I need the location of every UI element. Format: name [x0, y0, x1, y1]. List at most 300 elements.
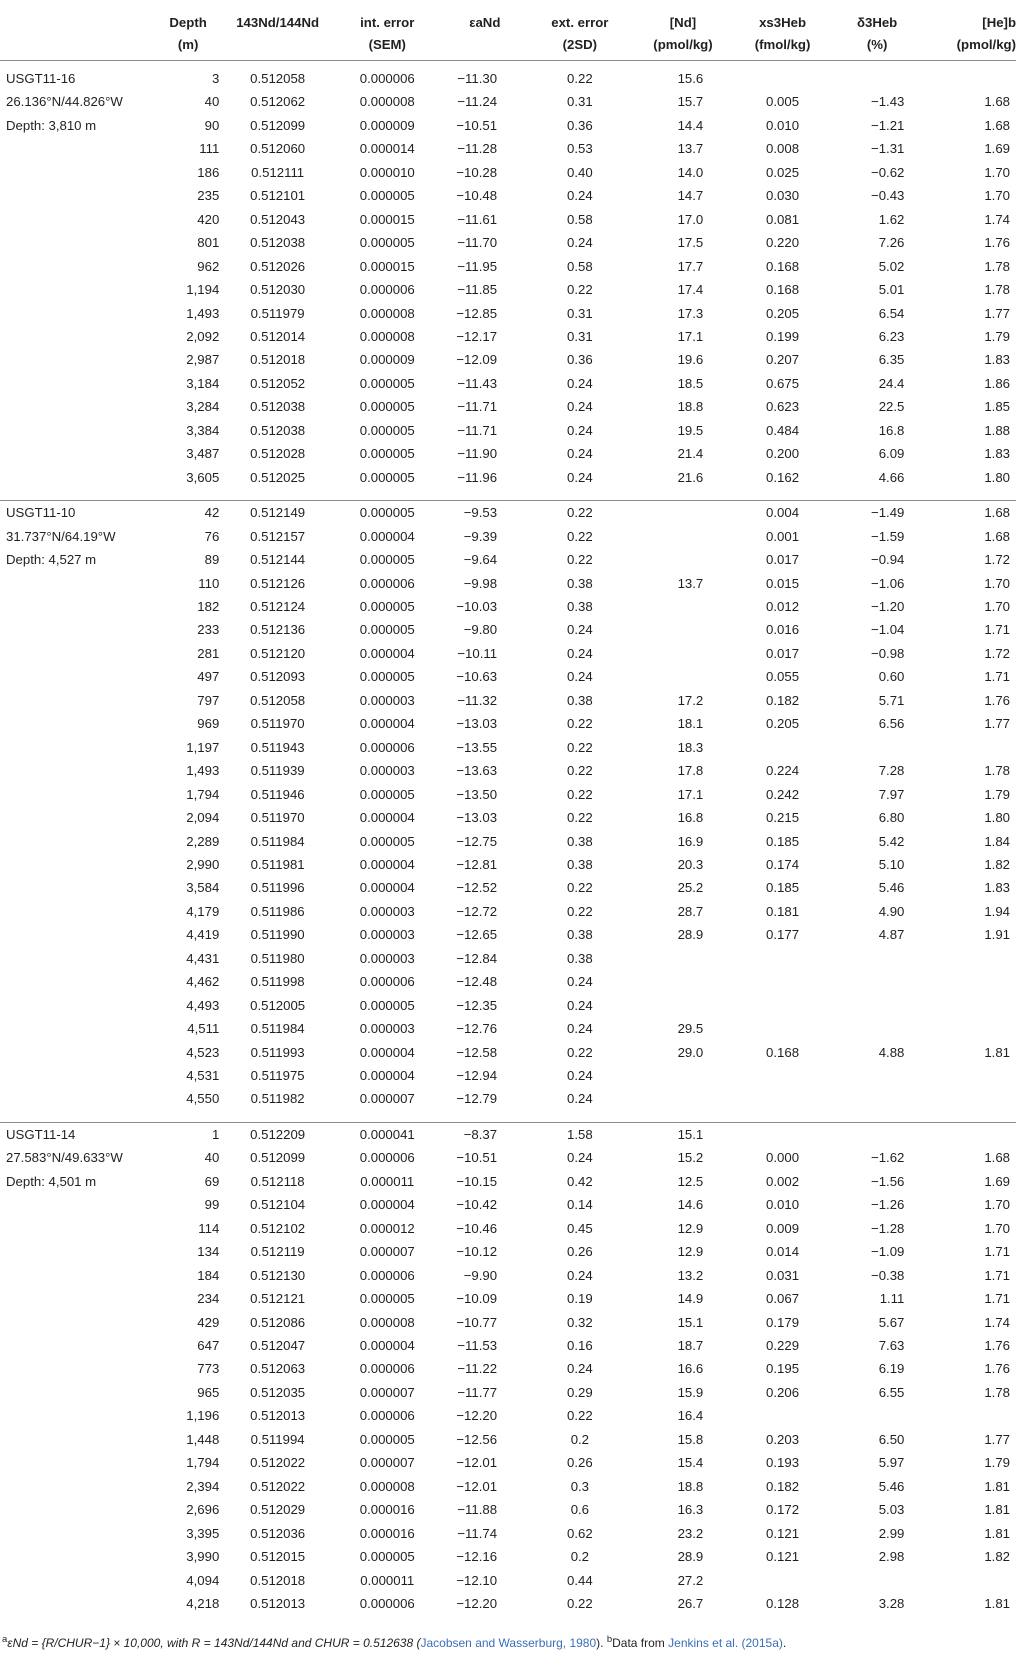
table-cell: 0.512118	[250, 1173, 305, 1189]
table-cell: 18.7	[677, 1338, 704, 1354]
table-cell: 1.78	[984, 258, 1010, 274]
table-cell: 28.9	[677, 927, 704, 943]
table-cell: 647	[197, 1338, 220, 1354]
table-cell: 0.511990	[250, 927, 305, 943]
table-cell: 962	[197, 258, 220, 274]
table-cell: 0.31	[567, 328, 593, 344]
table-cell: −1.43	[871, 94, 905, 110]
table-cell: −12.94	[456, 1068, 498, 1084]
table-cell: 0.000005	[359, 1549, 415, 1565]
table-cell: 0.31	[567, 305, 593, 321]
station-label	[0, 830, 153, 853]
table-cell	[633, 1064, 734, 1087]
table-cell: 3,184	[186, 375, 220, 391]
table-cell: 1.79	[984, 786, 1010, 802]
table-cell: 16.8	[878, 422, 905, 438]
column-header: [Nd] (pmol/kg)	[653, 15, 713, 52]
table-cell: 1.80	[984, 810, 1010, 826]
table-cell: 1.81	[984, 1478, 1010, 1494]
table-row	[0, 1428, 1016, 1451]
table-cell: 1,493	[186, 305, 220, 321]
table-cell: 0.000015	[359, 258, 415, 274]
station-label	[0, 184, 153, 207]
table-cell: 1,448	[186, 1431, 220, 1447]
table-cell: 0.511982	[250, 1091, 305, 1107]
station-label	[0, 642, 153, 665]
table-cell: 1.84	[984, 833, 1010, 849]
station-label	[0, 1475, 153, 1498]
table-cell: 497	[197, 669, 220, 685]
table-cell: 0.512028	[250, 446, 306, 462]
table-cell	[733, 1569, 832, 1592]
table-row	[0, 1522, 1016, 1545]
table-cell: −10.42	[456, 1197, 498, 1213]
table-cell: 0.24	[567, 399, 593, 415]
station-label	[0, 618, 153, 641]
table-cell: −11.74	[457, 1525, 498, 1541]
table-cell: 0.000005	[359, 598, 415, 614]
table-cell: 0.010	[766, 117, 800, 133]
table-cell: 17.8	[677, 763, 704, 779]
table-cell: 0.512149	[223, 501, 332, 525]
table-cell: 3,395	[186, 1525, 220, 1541]
table-cell: 29.0	[677, 1044, 704, 1060]
table-cell: 0.010	[766, 1197, 800, 1213]
table-cell: 0.000005	[332, 501, 443, 525]
table-cell: 0.22	[567, 716, 593, 732]
table-cell: 233	[197, 622, 220, 638]
table-cell: 0.000004	[359, 880, 415, 896]
table-cell: −1.31	[871, 141, 905, 157]
station-label	[0, 1381, 153, 1404]
table-cell: 235	[197, 188, 220, 204]
table-cell: −0.38	[871, 1267, 905, 1283]
table-cell: 0.484	[766, 422, 800, 438]
table-cell: 0.512038	[250, 422, 306, 438]
table-cell: −0.62	[871, 164, 905, 180]
station-label	[0, 395, 153, 418]
table-cell: 2,094	[186, 810, 220, 826]
table-cell: 1.11	[879, 1291, 905, 1307]
table-cell: −10.46	[456, 1220, 498, 1236]
table-cell: −12.35	[456, 997, 498, 1013]
table-cell: −10.03	[456, 598, 498, 614]
table-cell: 14.7	[677, 188, 704, 204]
table-row	[0, 1311, 1016, 1334]
table-cell	[922, 947, 1016, 970]
table-cell: 1.82	[984, 1549, 1010, 1565]
table-cell: −11.61	[457, 211, 498, 227]
table-cell: 5.67	[878, 1314, 905, 1330]
table-row	[0, 61, 1016, 91]
table-cell: −9.53	[443, 501, 527, 525]
table-cell: 1.71	[984, 669, 1010, 685]
table-cell: −1.28	[871, 1220, 905, 1236]
table-cell: −1.59	[871, 528, 905, 544]
table-cell: −11.96	[457, 469, 498, 485]
table-row	[0, 90, 1016, 113]
table-cell: −13.63	[456, 763, 498, 779]
table-cell: 0.512015	[250, 1549, 306, 1565]
table-cell: 2,092	[186, 328, 220, 344]
table-row	[0, 1475, 1016, 1498]
table-cell: 23.2	[677, 1525, 704, 1541]
table-cell: 0.14	[567, 1197, 593, 1213]
table-cell: 0.000	[766, 1150, 800, 1166]
table-cell: 0.000008	[359, 94, 415, 110]
table-row	[0, 1569, 1016, 1592]
table-cell: 0.511980	[250, 950, 305, 966]
table-cell: −12.48	[456, 974, 498, 990]
table-cell: 3,584	[186, 880, 220, 896]
table-cell: 0.000041	[332, 1122, 443, 1146]
table-cell: 0.000016	[359, 1525, 415, 1541]
table-cell: 0.000006	[359, 1361, 415, 1377]
table-cell: 0.22	[567, 1596, 593, 1611]
table-cell	[832, 947, 923, 970]
table-cell: 0.000004	[359, 810, 415, 826]
table-cell: 0.012	[766, 598, 800, 614]
table-cell: 0.38	[567, 950, 593, 966]
table-cell: 0.215	[766, 810, 800, 826]
table-cell: 5.10	[878, 856, 905, 872]
table-cell: 5.71	[878, 692, 905, 708]
table-cell: 0.22	[567, 1044, 593, 1060]
table-cell: 0.24	[567, 974, 593, 990]
table-cell	[922, 970, 1016, 993]
table-cell: 18.8	[677, 399, 704, 415]
table-row	[0, 1122, 1016, 1146]
table-cell: −10.09	[456, 1291, 498, 1307]
table-cell: 0.030	[766, 188, 800, 204]
table-cell: 17.5	[677, 235, 704, 251]
table-cell: 3,605	[186, 469, 220, 485]
table-cell: 0.174	[766, 856, 800, 872]
table-cell: 1.70	[984, 598, 1010, 614]
table-cell: 0.000006	[359, 1267, 415, 1283]
station-label: Depth: 3,810 m	[6, 117, 97, 133]
table-cell: 281	[197, 645, 220, 661]
table-cell: 40	[204, 94, 220, 110]
station-label	[0, 689, 153, 712]
station-label	[0, 876, 153, 899]
table-cell: 0.014	[766, 1244, 800, 1260]
table-cell: 2,696	[186, 1502, 220, 1518]
table-cell: 429	[197, 1314, 220, 1330]
table-cell: 1.77	[984, 305, 1010, 321]
table-cell: 0.000005	[359, 469, 415, 485]
table-cell: 0.000008	[359, 1478, 415, 1494]
table-cell: 0.000005	[359, 446, 415, 462]
table-cell: 5.02	[878, 258, 905, 274]
table-cell: 0.000005	[359, 552, 415, 568]
table-cell	[922, 61, 1016, 91]
table-row	[0, 395, 1016, 418]
table-cell: −9.90	[463, 1267, 498, 1283]
table-row	[0, 783, 1016, 806]
table-cell: 0.015	[766, 575, 800, 591]
table-cell: 0.000005	[359, 786, 415, 802]
table-cell: 0.000007	[359, 1244, 415, 1260]
table-cell: −11.71	[457, 422, 498, 438]
table-cell: 1,794	[186, 786, 220, 802]
station-label	[0, 900, 153, 923]
table-cell: 2,394	[186, 1478, 220, 1494]
table-cell: 3,284	[186, 399, 220, 415]
table-cell	[733, 947, 832, 970]
table-cell: 1.83	[984, 880, 1010, 896]
station-label	[0, 712, 153, 735]
table-cell: 12.9	[677, 1244, 704, 1260]
table-cell: 18.3	[677, 739, 704, 755]
table-cell: 1.71	[984, 622, 1010, 638]
table-cell: 1.68	[984, 1150, 1010, 1166]
table-cell: 2,289	[186, 833, 220, 849]
table-cell: 19.6	[677, 352, 704, 368]
table-cell	[832, 1017, 923, 1040]
table-cell: −12.09	[456, 352, 498, 368]
table-cell	[633, 618, 734, 641]
table-cell: 0.24	[567, 469, 593, 485]
table-cell: −1.62	[871, 1150, 905, 1166]
table-cell: 0.000004	[359, 1197, 415, 1213]
table-cell: 2.98	[878, 1549, 905, 1565]
station-label	[0, 595, 153, 618]
table-row	[0, 665, 1016, 688]
table-cell: 0.200	[766, 446, 800, 462]
table-cell: 0.224	[766, 763, 800, 779]
citation-link[interactable]: Jacobsen and Wasserburg, 1980	[420, 1636, 597, 1650]
table-cell: −9.80	[463, 622, 498, 638]
station-label	[0, 994, 153, 1017]
table-row	[0, 1334, 1016, 1357]
table-cell: 1.71	[984, 1291, 1010, 1307]
header-station	[0, 2, 153, 61]
table-cell: 6.50	[878, 1431, 905, 1447]
table-cell: 0.017	[766, 552, 800, 568]
table-cell: −10.48	[456, 188, 498, 204]
table-cell: −11.30	[457, 71, 498, 86]
table-cell: 17.1	[677, 786, 704, 802]
table-cell: 0.055	[766, 669, 800, 685]
table-cell: 1.70	[984, 1197, 1010, 1213]
station-label	[0, 348, 153, 371]
table-cell	[922, 1087, 1016, 1110]
station-label	[0, 1064, 153, 1087]
table-cell: 1.78	[984, 1384, 1010, 1400]
table-cell: 0.22	[567, 71, 593, 86]
table-cell: −10.15	[456, 1173, 498, 1189]
table-cell	[922, 736, 1016, 759]
table-cell: −8.37	[443, 1122, 527, 1146]
table-cell: 0.203	[766, 1431, 800, 1447]
table-cell: 0.512058	[250, 692, 306, 708]
table-cell: 0.22	[567, 528, 593, 544]
table-row	[0, 595, 1016, 618]
table-cell: −12.81	[456, 856, 498, 872]
station-label	[0, 1041, 153, 1064]
table-cell: 3.28	[878, 1596, 905, 1611]
table-cell: −1.04	[871, 622, 905, 638]
table-cell	[922, 1122, 1016, 1146]
table-cell: 0.16	[567, 1338, 593, 1354]
column-header: δ3Heb (%)	[856, 15, 898, 52]
column-header: Depth (m)	[169, 15, 207, 52]
table-cell: 1,794	[186, 1455, 220, 1471]
station-label	[0, 302, 153, 325]
table-cell: 1.83	[984, 446, 1010, 462]
table-cell: 16.6	[677, 1361, 704, 1377]
table-cell: 4,511	[187, 1021, 220, 1037]
table-cell: 17.1	[677, 328, 704, 344]
station-label	[0, 372, 153, 395]
table-cell: 0.22	[567, 810, 593, 826]
column-header: [He]b (pmol/kg)	[956, 15, 1016, 52]
table-cell: 0.512038	[250, 399, 306, 415]
table-cell: 2,987	[186, 352, 220, 368]
table-cell: 0.24	[567, 645, 593, 661]
table-cell: 4,550	[186, 1091, 220, 1107]
table-cell: 17.3	[677, 305, 704, 321]
table-cell: 0.016	[766, 622, 800, 638]
table-cell: 0.000014	[359, 141, 415, 157]
table-cell	[633, 994, 734, 1017]
table-row	[0, 348, 1016, 371]
table-cell: −10.12	[456, 1244, 498, 1260]
table-row	[0, 372, 1016, 395]
table-cell: 42	[153, 501, 223, 525]
table-cell: 0.168	[766, 258, 800, 274]
table-cell: 1.76	[984, 235, 1010, 251]
table-cell: 0.000016	[359, 1502, 415, 1518]
table-cell: 12.5	[677, 1173, 704, 1189]
table-cell: 4.90	[878, 903, 905, 919]
table-cell: 0.081	[766, 211, 800, 227]
table-row	[0, 1170, 1016, 1193]
citation-link[interactable]: Jenkins et al. (2015a)	[668, 1636, 783, 1650]
table-cell: −11.90	[457, 446, 498, 462]
table-cell: 0.512102	[250, 1220, 306, 1236]
table-cell: 0.3	[570, 1478, 590, 1494]
table-row	[0, 1451, 1016, 1474]
table-cell: −12.17	[456, 328, 498, 344]
table-cell: 0.000004	[359, 1044, 415, 1060]
table-cell: 0.000008	[359, 328, 415, 344]
table-cell: 0.000008	[359, 305, 415, 321]
table-cell: 0.206	[766, 1384, 800, 1400]
table-cell: 0.000005	[359, 1431, 415, 1447]
table-cell	[832, 1404, 923, 1427]
table-cell: 111	[199, 141, 220, 157]
table-cell: 801	[197, 235, 220, 251]
table-cell: 0.512014	[250, 328, 306, 344]
table-cell: 13.2	[677, 1267, 704, 1283]
table-cell: 1.78	[984, 282, 1010, 298]
table-cell: 6.56	[878, 716, 905, 732]
table-cell: 0.000006	[359, 282, 415, 298]
table-cell: 0.22	[567, 880, 593, 896]
table-cell: 1.62	[878, 211, 905, 227]
table-cell: −11.53	[457, 1338, 498, 1354]
table-cell: 0.000005	[359, 422, 415, 438]
table-cell: 1.68	[984, 117, 1010, 133]
table-row	[0, 618, 1016, 641]
table-cell: 4.87	[878, 927, 905, 943]
table-cell	[922, 1017, 1016, 1040]
table-cell: 0.26	[567, 1455, 593, 1471]
station-label	[0, 1404, 153, 1427]
table-cell: 1.88	[984, 422, 1010, 438]
table-cell: 0.512035	[250, 1384, 306, 1400]
station-label	[0, 806, 153, 829]
table-cell: 0.44	[567, 1572, 593, 1588]
table-cell: 0.19	[567, 1291, 593, 1307]
table-cell: 4.88	[878, 1044, 905, 1060]
table-cell: 0.000006	[359, 575, 415, 591]
table-cell: 0.24	[567, 669, 593, 685]
table-cell: 0.511939	[250, 763, 305, 779]
table-cell: 76	[204, 528, 220, 544]
table-cell: 1.94	[984, 903, 1010, 919]
table-cell: −0.98	[871, 645, 905, 661]
table-cell: 0.512030	[250, 282, 306, 298]
table-cell: 22.5	[878, 399, 905, 415]
table-cell: 1	[153, 1122, 223, 1146]
table-cell: 1.72	[984, 552, 1010, 568]
table-cell: −12.20	[456, 1596, 498, 1611]
table-cell	[832, 1569, 923, 1592]
table-cell: 0.511975	[250, 1068, 305, 1084]
table-cell: 1.79	[984, 328, 1010, 344]
table-cell: 0.512013	[250, 1408, 306, 1424]
table-cell: −12.75	[456, 833, 498, 849]
table-cell: −12.72	[456, 903, 498, 919]
table-cell: −11.77	[457, 1384, 498, 1400]
station-label: 27.583°N/49.633°W	[6, 1150, 123, 1166]
table-cell: 18.5	[677, 375, 704, 391]
table-cell: 0.000005	[359, 669, 415, 685]
table-row	[0, 1545, 1016, 1568]
table-row	[0, 1017, 1016, 1040]
table-cell: 0.512157	[250, 528, 306, 544]
table-cell: 4,419	[186, 927, 220, 943]
table-cell	[633, 1087, 734, 1110]
table-cell: −11.71	[457, 399, 498, 415]
table-cell: −10.77	[456, 1314, 498, 1330]
table-cell: −12.65	[456, 927, 498, 943]
column-header: εaNd	[469, 15, 501, 30]
table-cell: 1.71	[984, 1267, 1010, 1283]
table-cell: 0.185	[766, 833, 800, 849]
table-cell: 184	[197, 1267, 220, 1283]
table-cell: 0.60	[878, 669, 905, 685]
table-cell: 0.002	[766, 1173, 800, 1189]
table-cell	[922, 994, 1016, 1017]
table-cell: 0.24	[567, 422, 593, 438]
table-cell: 1.69	[984, 1173, 1010, 1189]
table-cell: 0.000005	[359, 622, 415, 638]
table-cell: 29.5	[677, 1021, 704, 1037]
table-row	[0, 806, 1016, 829]
table-cell: 0.000009	[359, 117, 415, 133]
table-cell: 0.000005	[359, 1291, 415, 1307]
table-cell	[733, 736, 832, 759]
table-cell: 5.46	[878, 1478, 905, 1494]
table-cell: 0.38	[567, 692, 593, 708]
table-cell: 4,523	[186, 1044, 220, 1060]
table-cell: 14.4	[677, 117, 704, 133]
station-label	[0, 947, 153, 970]
